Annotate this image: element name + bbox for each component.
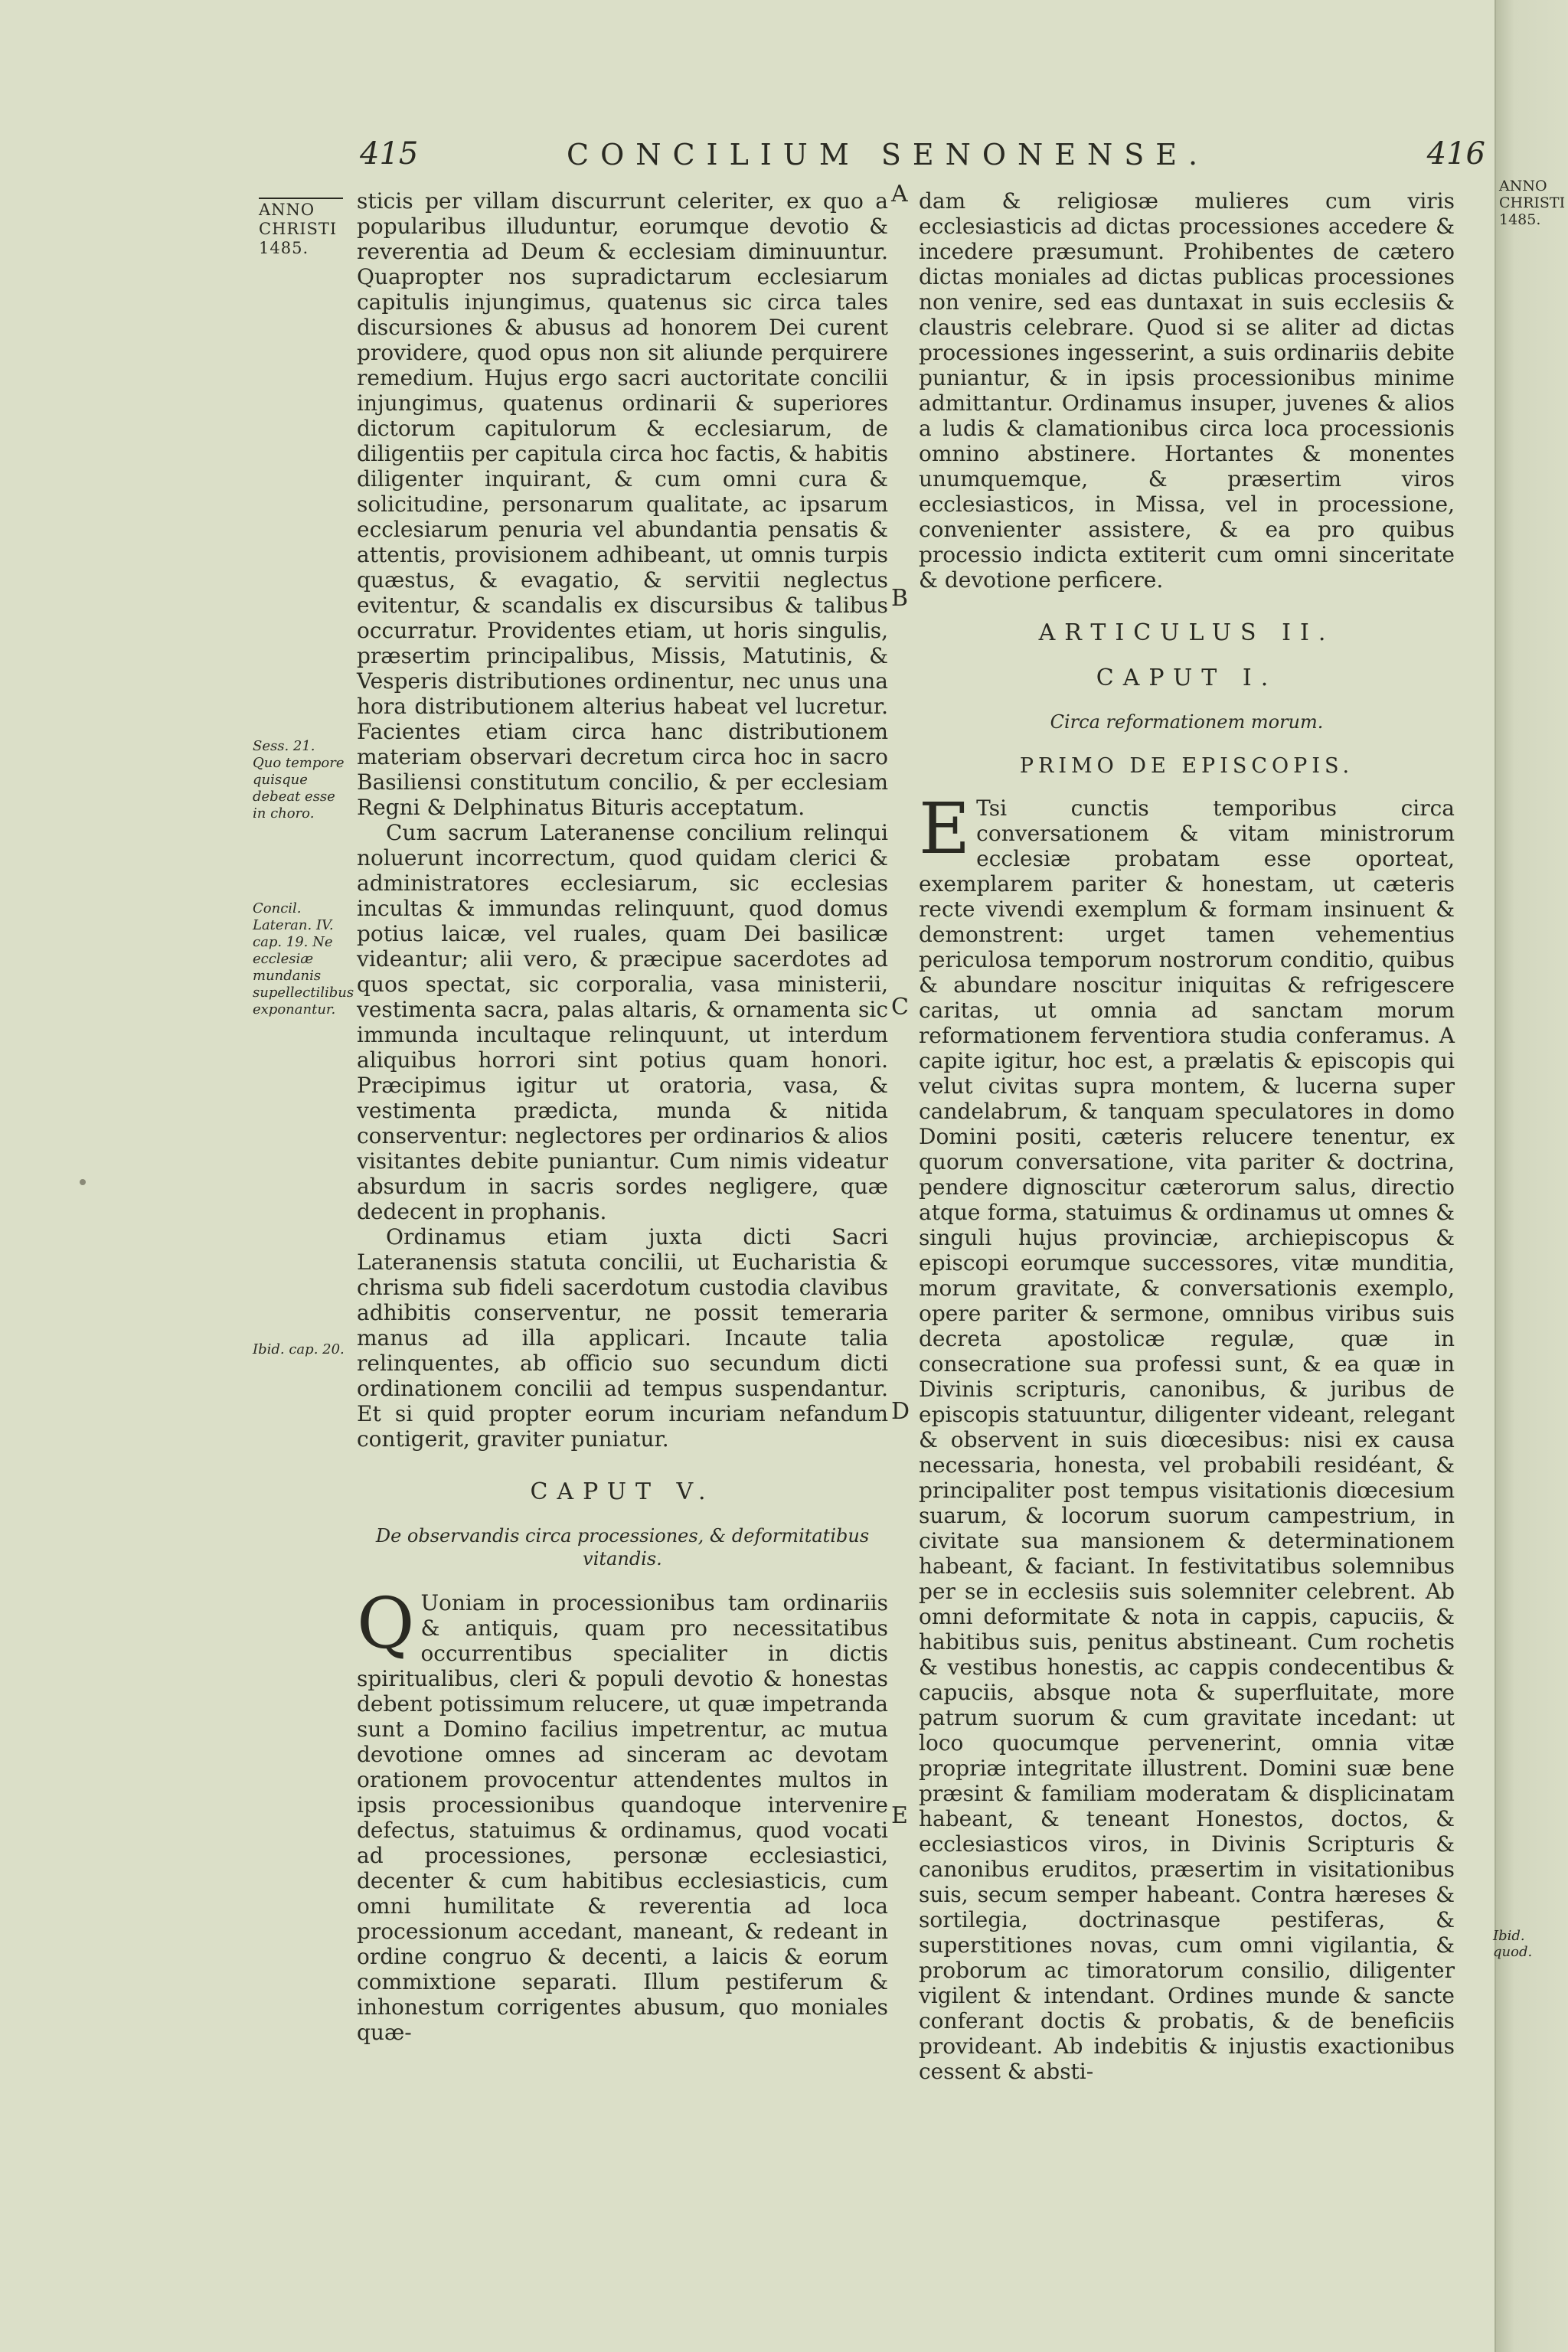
paragraph-episcopis	[919, 788, 1455, 2084]
page-number-right: 416	[1426, 136, 1485, 172]
edge-anno-note	[1499, 178, 1565, 228]
anno-rule	[259, 198, 343, 199]
drop-cap-e: E	[919, 788, 971, 870]
running-title: CONCILIUM SENONENSE.	[567, 138, 1210, 172]
year-label: 1485.	[259, 239, 309, 257]
paragraph-lateran: Cum sacrum Lateranense concilium relinqui noluerunt incorrectum, quod quidam clerici & administratores ecclesiarum, sic ecclesias incultas & immundas relinquunt, quod domus potius laicæ, vel ruales, quam Dei basilicæ videantur; alii vero, & præcipue sacerdotes ad quos spectat, sic corporalia, vasa ministerii, vestimenta sacra, palas altaris, & ornamenta sic immunda incultaque relinquunt, ut interdum aliquibus horrori sint potius quam honori. Præcipimus igitur ut oratoria, vasa, & vestimenta prædicta, munda & nitida conserventur: neglectores per ordinarios & alios visitantes debite puniantur. Cum nimis videatur absurdum in sacris sordes negligere, quæ dedecent in prophanis.	[357, 820, 888, 1224]
paragraph-episcopis-text: Tsi cunctis temporibus circa conversationem & vitam ministrorum ecclesiæ probatam esse oporteat, exemplarem pariter & honestam, ut cæteris recte vivendi exemplum & formam insinuent & demonstrent: urget tamen vehementius periculosa temporum nostrorum conditio, quibus & abundare noscitur iniquitas & refrigescere caritas, ut omnia ad sanctam morum reformationem ferventiora studia conferamus. A capite igitur, hoc est, a prælatis & episcopis qui velut civitas supra montem, & lucerna super candelabrum, & tanquam speculatores in domo Domini positi, cæteris relucere tenentur, ex quorum conversatione, vita pariter & doctrina, pendere dignoscitur cæterorum salus, directio atque forma, statuimus & ordinamus ut omnes & singuli hujus provinciæ, archiepiscopus & episcopi eorumque successores, vitæ munditia, morum gravitate, & conversationis exemplo, opere pariter & sermone, omnibus viribus suis decreta apostolicæ regulæ, quæ in consecratione sua professi sunt, & ea quæ in Divinis scripturis, canonibus, & juribus de episcopis statuuntur, diligenter videant, relegant & observent in suis diœcesibus: nisi ex causa necessaria, honesta, vel probabili residéant, & principaliter post tempus visitationis diœcesium suarum, & locorum suorum campestrium, in civitate sua mansionem & determinationem habeant, & faciant. In festivitatibus solemnibus per se in ecclesiis suis solemniter celebrent. Ab omni deformitate & nota in cappis, capuciis, & habitibus suis, penitus abstineant. Cum rochetis & vestibus honestis, ac cappis condecentibus & capuciis, absque nota & superfluitate, more patrum suorum & cum gravitate incedant: ut loco quocumque pervenerint, omnia vitæ propriæ integritate illustrent. Domini suæ bene præsint & familiam moderatam & displicinatam habeant, & teneant Honestos, doctos, & ecclesiasticos viros, in Divinis Scripturis & canonibus eruditos, præsertim in visitationibus suis, secum semper habeant. Contra hæreses & sortilegia, doctrinasque pestiferas, & superstitiones novas, cum omni vigilantia, & proborum ac timoratorum consilio, diligenter vigilent & intendant. Ordines munde & sancte conferant doctis & probatis, & de beneficiis provideant. Ab indebitis & injustis exactionibus cessent & absti-	[919, 795, 1455, 2084]
page-number-left: 415	[360, 136, 419, 172]
anno-label: ANNO	[259, 201, 315, 219]
christi-label: CHRISTI	[259, 220, 338, 238]
margin-note-lateran: Concil. Lateran. IV. cap. 19. Ne ecclesiæ mundanis supellectilibus exponantur.	[253, 900, 354, 1018]
paragraph-continuation: sticis per villam discurrunt celeriter, ex quo a popularibus illuduntur, eorumque devotio & reverentia ad Deum & ecclesiam diminuuntur. Quapropter nos supradictarum ecclesiarum capitulis injungimus, quatenus sic circa tales discursiones & abusus ad honorem Dei curent providere, quod opus non sit aliunde perquirere remedium. Hujus ergo sacri auctoritate concilii injungimus, quatenus ordinarii & superiores dictorum capitulorum & ecclesiarum, de diligentiis per capitula circa hoc factis, & habitis diligenter inquirant, & cum omni cura & solicitudine, personarum qualitate, ac ipsarum ecclesiarum penuria vel abundantia pensatis & attentis, provisionem adhibeant, ut omnis turpis quæstus, & evagatio, & servitii neglectus evitentur, & scandalis ex discursibus & talibus occurratur. Providentes etiam, ut horis singulis, præsertim principalibus, Missis, Matutinis, & Vesperis distributiones ordinentur, nec unus una hora distributionem alterius habeat vel lucretur. Facientes etiam circa hanc distributionem materiam observari decretum circa hoc in sacro Basiliensi constitutum concilio, & per ecclesiam Regni & Delphinatus Bituris acceptatum.	[357, 188, 888, 820]
paragraph-moniales: dam & religiosæ mulieres cum viris ecclesiasticis ad dictas processiones accedere & incedere præsumunt. Prohibentes de cætero dictas moniales ad dictas publicas processiones non venire, sed eas duntaxat in suis ecclesiis & claustris celebrare. Quod si se aliter ad dictas processiones ingesserint, a suis ordinariis debite puniantur, & in ipsis processionibus minime admittantur. Ordinamus insuper, juvenes & alios a ludis & clamationibus circa loca processionis omnino abstinere. Hortantes & monentes unumquemque, & præsertim viros ecclesiasticos, in Missa, vel in processione, convenienter assistere, & ea pro quibus processio indicta extiterit cum omni sinceritate & devotione perficere.	[919, 188, 1455, 593]
edge-christi-label: CHRISTI	[1499, 194, 1566, 211]
anno-christi-note	[259, 198, 343, 258]
next-page-edge	[1494, 0, 1568, 2352]
edge-anno-label: ANNO	[1499, 178, 1547, 194]
paper-spot	[80, 1179, 86, 1185]
margin-note-sess: Sess. 21. Quo tempore quisque debeat esse in choro.	[253, 738, 345, 822]
left-column	[357, 188, 888, 2045]
section-letter-c: C	[891, 994, 909, 1021]
drop-cap-q: Q	[357, 1583, 415, 1664]
caput-i-heading: CAPUT I.	[1096, 665, 1278, 691]
paragraph-processiones	[357, 1583, 888, 2045]
edge-year-label: 1485.	[1499, 211, 1541, 228]
caput-i-subtitle: Circa reformationem morum.	[1050, 711, 1324, 733]
caput-v-subtitle: De observandis circa processiones, & deformitatibus vitandis.	[375, 1525, 870, 1570]
articulus-heading: ARTICULUS II.	[1038, 619, 1335, 646]
section-letter-d: D	[891, 1398, 910, 1425]
primo-heading: PRIMO DE EPISCOPIS.	[1019, 754, 1354, 778]
right-column	[919, 188, 1455, 2084]
caput-v-heading: CAPUT V.	[530, 1478, 715, 1505]
section-letter-e: E	[891, 1802, 908, 1829]
paragraph-eucharistia: Ordinamus etiam juxta dicti Sacri Lateranensis statuta concilii, ut Eucharistia & chrisma sub fideli sacerdotum custodia clavibus adhibitis conserventur, ne possit temeraria manus ad illa applicari. Incaute talia relinquentes, ab officio suo secundum dicti ordinationem concilii ad tempus suspendantur. Et si quid propter eorum incuriam nefandum contigerit, graviter puniatur.	[357, 1224, 888, 1452]
section-letter-b: B	[891, 585, 909, 612]
section-letter-a: A	[891, 181, 908, 207]
margin-note-ibid: Ibid. cap. 20.	[253, 1341, 345, 1357]
paragraph-processiones-text: Uoniam in processionibus tam ordinariis & antiquis, quam pro necessitatibus occurrentibus specialiter in dictis spiritualibus, cleri & populi devotio & honestas debent potissimum relucere, ut quæ impetranda sunt a Domino facilius impetrentur, ac mutua devotione omnes ad sinceram ac devotam orationem provocentur attendentes multos in ipsis processionibus quandoque intervenire defectus, statuimus & ordinamus, quod vocati ad processiones, personæ ecclesiastici, decenter & cum habitibus ecclesiasticis, cum omni humilitate & reverentia ad loca processionum accedant, maneant, & redeant in ordine congruo & decenti, a laicis & eorum commixtione separati. Illum pestiferum & inhonestum corrigentes abusum, quo moniales quæ-	[357, 1590, 888, 2045]
running-head	[360, 136, 1485, 182]
edge-margin-note: Ibid. quod.	[1493, 1928, 1533, 1960]
